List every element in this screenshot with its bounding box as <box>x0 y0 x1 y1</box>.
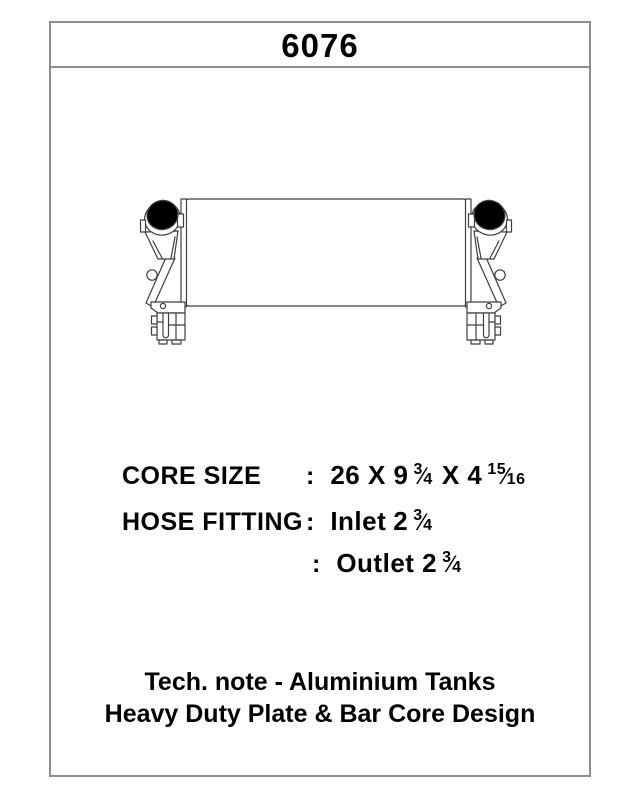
outlet-value: Outlet 2 $^3$⁄4 <box>336 548 461 578</box>
fraction-three-quarters: $^3$⁄4 <box>413 507 433 536</box>
right-bracket-assembly <box>466 197 512 344</box>
left-bracket-assembly <box>141 197 187 344</box>
fraction-three-quarters: $^3$⁄4 <box>413 461 433 490</box>
fraction-three-quarters: $^3$⁄4 <box>442 549 462 578</box>
hose-fitting-inlet-row <box>0 499 640 536</box>
core-size-value: 26 X 9 $^3$⁄4 X 4 $^{15}$⁄16 <box>330 460 525 490</box>
core-size-colon: : <box>306 462 315 490</box>
part-number: 6076 <box>281 27 359 64</box>
core-size-label: CORE SIZE <box>122 462 262 490</box>
outlet-colon: : <box>312 550 321 578</box>
intercooler-drawing <box>130 185 522 350</box>
tech-note <box>49 666 591 730</box>
inlet-value: Inlet 2 $^3$⁄4 <box>330 506 432 536</box>
title-bar <box>49 21 591 68</box>
tech-note-line1: Tech. note - Aluminium Tanks <box>144 668 496 696</box>
hose-fitting-label: HOSE FITTING <box>122 508 303 536</box>
core-body <box>185 199 467 306</box>
hose-fitting-colon: : <box>306 508 315 536</box>
sheet-border-box <box>49 21 591 777</box>
hose-fitting-outlet-row <box>0 541 640 578</box>
fraction-fifteen-sixteenths: $^{15}$⁄16 <box>487 461 526 490</box>
core-size-row <box>0 453 640 490</box>
tech-note-line2: Heavy Duty Plate & Bar Core Design <box>104 700 536 728</box>
